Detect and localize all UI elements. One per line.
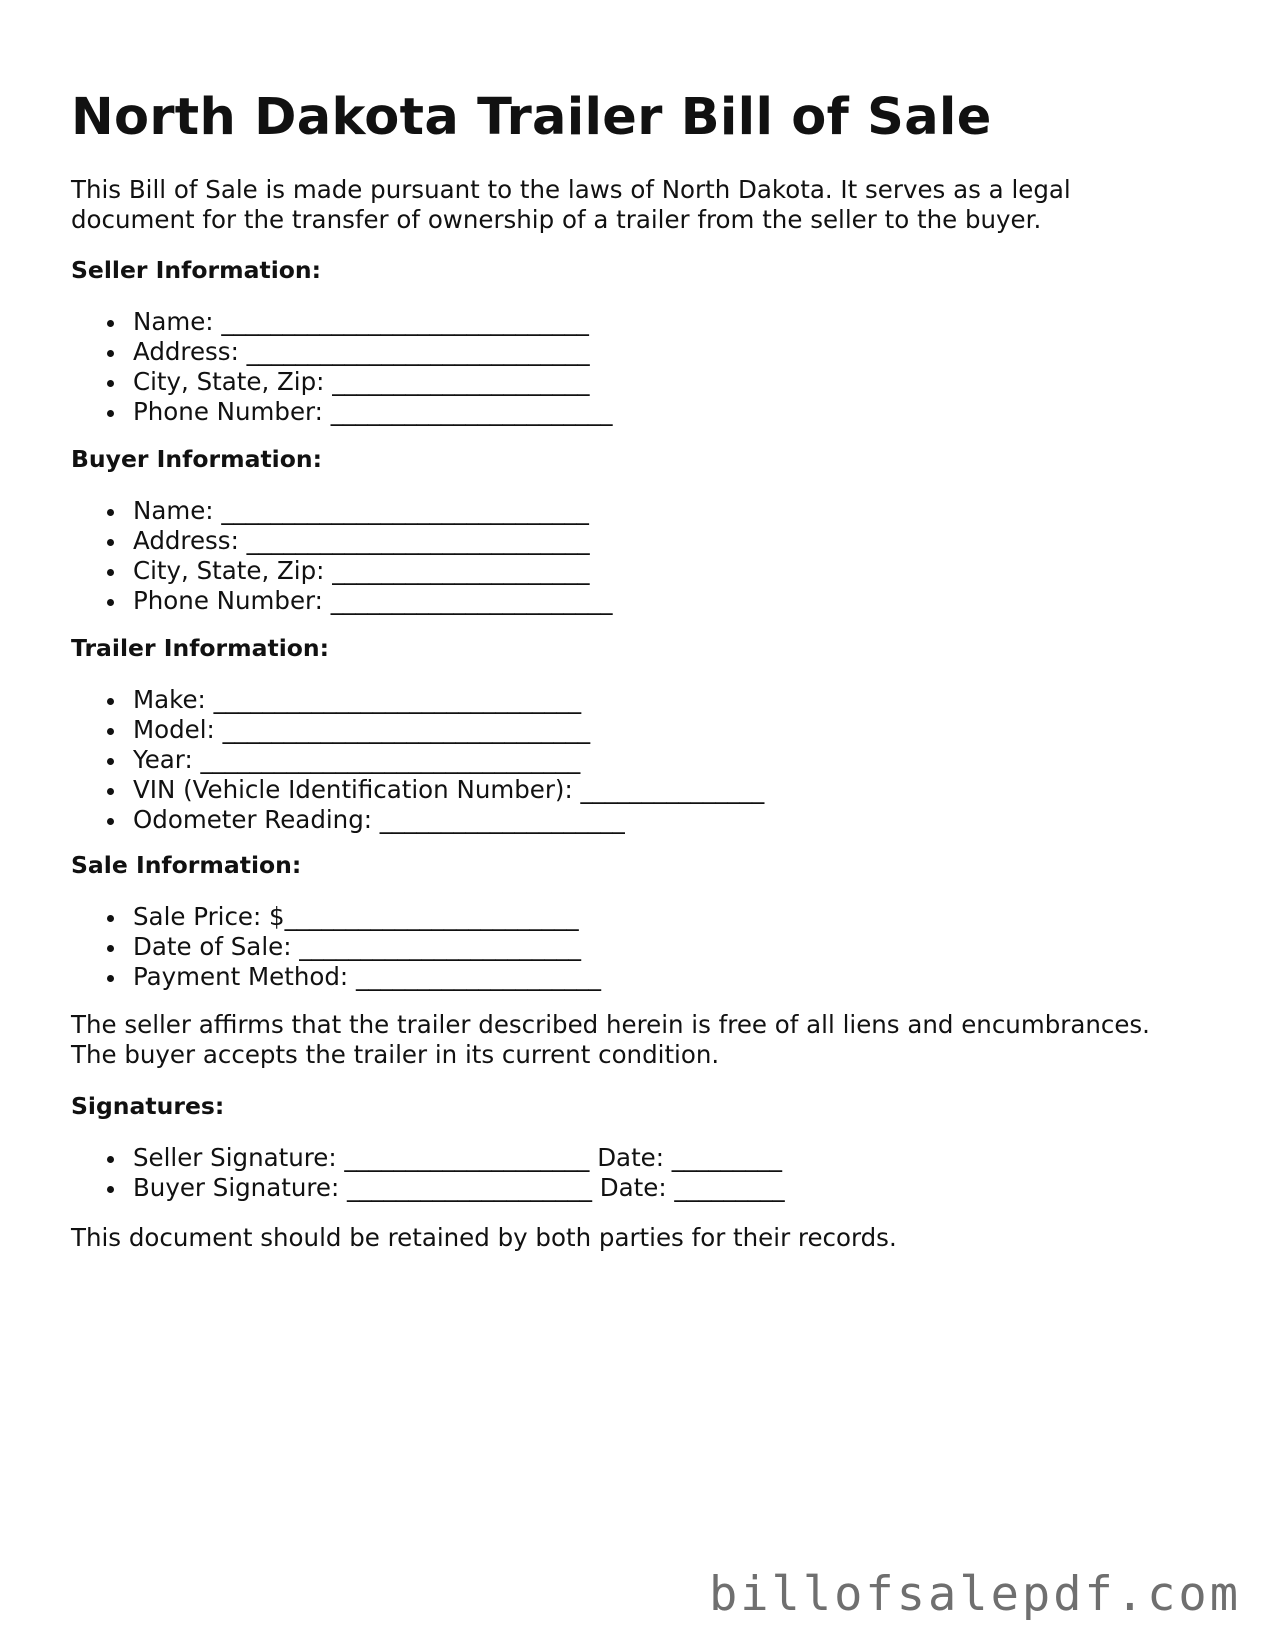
sale-date-field[interactable]: Date of Sale: _______________________: [71, 932, 601, 962]
sale-heading: Sale Information:: [71, 851, 302, 879]
seller-name-field[interactable]: Name: ______________________________: [71, 307, 612, 337]
buyer-fields: [71, 496, 612, 616]
signature-fields: [71, 1143, 785, 1203]
trailer-year-field[interactable]: Year: _______________________________: [71, 745, 764, 775]
trailer-vin-field[interactable]: VIN (Vehicle Identification Number): _______________: [71, 775, 764, 805]
seller-city-field[interactable]: City, State, Zip: _____________________: [71, 367, 612, 397]
intro-paragraph: [71, 175, 1221, 235]
sale-price-field[interactable]: Sale Price: $________________________: [71, 902, 601, 932]
intro-line-2: document for the transfer of ownership of a trailer from the seller to the buyer.: [71, 205, 1042, 234]
buyer-address-field[interactable]: Address: ____________________________: [71, 526, 612, 556]
seller-phone-field[interactable]: Phone Number: _______________________: [71, 397, 612, 427]
closing-paragraph: [71, 1223, 1221, 1253]
buyer-name-field[interactable]: Name: ______________________________: [71, 496, 612, 526]
trailer-heading: Trailer Information:: [71, 634, 330, 662]
seller-heading: Seller Information:: [71, 256, 322, 284]
closing-line: This document should be retained by both parties for their records.: [71, 1223, 897, 1252]
affirmation-line-1: The seller affirms that the trailer described herein is free of all liens and encumbrances.: [71, 1010, 1150, 1039]
sale-fields: [71, 902, 601, 992]
buyer-signature-field[interactable]: Buyer Signature: ____________________ Date: _________: [71, 1173, 785, 1203]
site-watermark: billofsalepdf.com: [708, 1567, 1241, 1622]
affirmation-paragraph: [71, 1010, 1221, 1070]
seller-address-field[interactable]: Address: ____________________________: [71, 337, 612, 367]
buyer-phone-field[interactable]: Phone Number: _______________________: [71, 586, 612, 616]
signatures-heading: Signatures:: [71, 1092, 225, 1120]
intro-line-1: This Bill of Sale is made pursuant to the laws of North Dakota. It serves as a legal: [71, 175, 1071, 204]
trailer-make-field[interactable]: Make: ______________________________: [71, 685, 764, 715]
payment-method-field[interactable]: Payment Method: ____________________: [71, 962, 601, 992]
seller-fields: [71, 307, 612, 427]
buyer-city-field[interactable]: City, State, Zip: _____________________: [71, 556, 612, 586]
trailer-fields: [71, 685, 764, 835]
affirmation-line-2: The buyer accepts the trailer in its current condition.: [71, 1040, 720, 1069]
buyer-heading: Buyer Information:: [71, 445, 323, 473]
trailer-odometer-field[interactable]: Odometer Reading: ____________________: [71, 805, 764, 835]
page-title: North Dakota Trailer Bill of Sale: [71, 88, 992, 147]
trailer-model-field[interactable]: Model: ______________________________: [71, 715, 764, 745]
seller-signature-field[interactable]: Seller Signature: ____________________ Date: _________: [71, 1143, 785, 1173]
